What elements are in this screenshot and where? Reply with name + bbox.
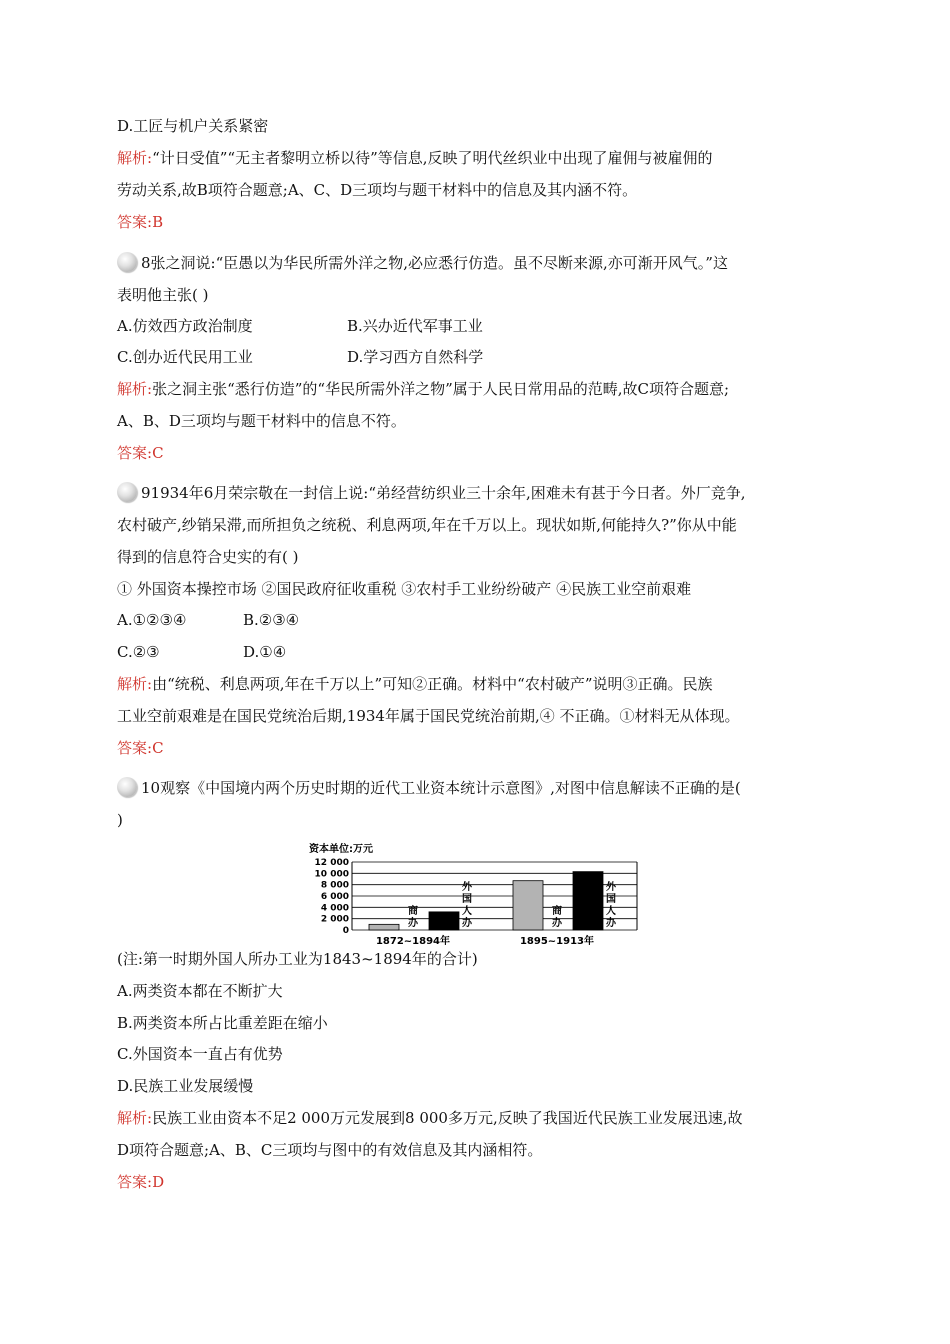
q8-stem-line2: 表明他主张( ) [117, 286, 209, 304]
bar-waiguoren-1 [429, 912, 459, 930]
series-label-char: 办 [606, 918, 616, 929]
series-label-char: 办 [552, 918, 562, 929]
question-number: 9 [141, 484, 151, 502]
q8-option-d: D.学习西方自然科学 [347, 348, 484, 366]
q7-analysis-line1: 解析:“计日受值”“无主者黎明立桥以待”等信息,反映了明代丝织业中出现了雇佣与被雇佣的 [117, 149, 713, 167]
q10-stem-line2: ) [117, 811, 123, 829]
q10-analysis-line2: D项符合题意;A、B、C三项均与图中的有效信息及其内涵相符。 [117, 1141, 543, 1159]
q7-option-d: D.工匠与机户关系紧密 [117, 117, 269, 135]
chart-title: 资本单位:万元 [309, 844, 373, 855]
analysis-label: 解析: [117, 149, 153, 167]
q10-answer: 答案:D [117, 1173, 165, 1191]
y-tick-label: 0 [342, 926, 349, 936]
q9-analysis-line2: 工业空前艰难是在国民党统治后期,1934年属于国民党统治前期,④ 不正确。①材料无从体现。 [117, 707, 740, 725]
q9-stem-line1: 91934年6月荣宗敬在一封信上说:“弟经营纺织业三十余年,困难未有甚于今日者。外厂竞争, [117, 482, 746, 504]
q9-statements: ① 外国资本操控市场 ②国民政府征收重税 ③农村手工业纷纷破产 ④民族工业空前艰难 [117, 580, 692, 598]
q8-option-b: B.兴办近代军事工业 [347, 317, 483, 335]
x-group-label: 1895~1913年 [519, 936, 595, 947]
question-marker-icon [117, 252, 137, 272]
q9-option-a: A.①②③④ [117, 611, 187, 629]
bar-shangban-1 [369, 924, 399, 930]
q9-option-c: C.②③ [117, 643, 160, 661]
q10-analysis-line1: 解析:民族工业由资本不足2 000万元发展到8 000多万元,反映了我国近代民族工业发展迅速,故 [117, 1109, 743, 1127]
question-number: 10 [141, 779, 161, 797]
bar-waiguoren-2 [573, 872, 603, 930]
series-label-char: 人 [606, 906, 616, 917]
q10-option-b: B.两类资本所占比重差距在缩小 [117, 1014, 328, 1032]
series-label-char: 外 [462, 882, 472, 893]
y-tick-label: 4 000 [320, 903, 349, 914]
capital-bar-chart [307, 841, 647, 951]
q7-analysis-line2: 劳动关系,故B项符合题意;A、C、D三项均与题干材料中的信息及其内涵不符。 [117, 181, 638, 199]
q8-answer: 答案:C [117, 444, 164, 462]
question-marker-icon [117, 777, 137, 797]
series-label-char: 办 [408, 918, 418, 929]
series-label-char: 国 [606, 894, 616, 905]
y-tick-label: 8 000 [320, 880, 349, 891]
y-tick-label: 2 000 [320, 914, 349, 925]
question-marker-icon [117, 482, 137, 502]
series-label-char: 外 [606, 882, 616, 893]
q10-option-c: C.外国资本一直占有优势 [117, 1045, 283, 1063]
q10-option-d: D.民族工业发展缓慢 [117, 1077, 254, 1095]
q8-option-a: A.仿效西方政治制度 [117, 317, 253, 335]
q9-option-b: B.②③④ [243, 611, 300, 629]
q8-analysis-line2: A、B、D三项均与题干材料中的信息不符。 [117, 412, 406, 430]
y-tick-label: 6 000 [320, 892, 349, 902]
series-label-char: 商 [408, 906, 418, 917]
series-label-char: 人 [462, 906, 472, 917]
q9-answer: 答案:C [117, 739, 164, 757]
q9-option-d: D.①④ [243, 643, 287, 661]
q7-answer: 答案:B [117, 213, 164, 231]
y-tick-label: 10 000 [314, 869, 349, 880]
q10-note: (注:第一时期外国人所办工业为1843~1894年的合计) [117, 950, 478, 968]
q8-analysis-line1: 解析:张之洞主张“悉行仿造”的“华民所需外洋之物”属于人民日常用品的范畴,故C项符合题意; [117, 380, 730, 398]
y-tick-label: 12 000 [314, 858, 349, 868]
q9-analysis-line1: 解析:由“统税、利息两项,年在千万以上”可知②正确。材料中“农村破产”说明③正确。民族 [117, 675, 713, 693]
question-number: 8 [141, 254, 151, 272]
q8-option-c: C.创办近代民用工业 [117, 348, 253, 366]
q10-option-a: A.两类资本都在不断扩大 [117, 982, 283, 1000]
x-group-label: 1872~1894年 [375, 936, 451, 947]
q10-stem-line1: 10观察《中国境内两个历史时期的近代工业资本统计示意图》,对图中信息解读不正确的是( [117, 777, 741, 799]
series-label-char: 国 [462, 894, 472, 905]
q9-stem-line2: 农村破产,纱销呆滞,而所担负之统税、利息两项,年在千万以上。现状如斯,何能持久?”你从中能 [117, 516, 737, 534]
q9-stem-line3: 得到的信息符合史实的有( ) [117, 548, 299, 566]
series-label-char: 办 [462, 918, 472, 929]
q8-stem-line1: 8张之洞说:“臣愚以为华民所需外洋之物,必应悉行仿造。虽不尽断来源,亦可渐开风气。”这 [117, 252, 728, 274]
bar-shangban-2 [513, 881, 543, 930]
series-label-char: 商 [552, 906, 562, 917]
